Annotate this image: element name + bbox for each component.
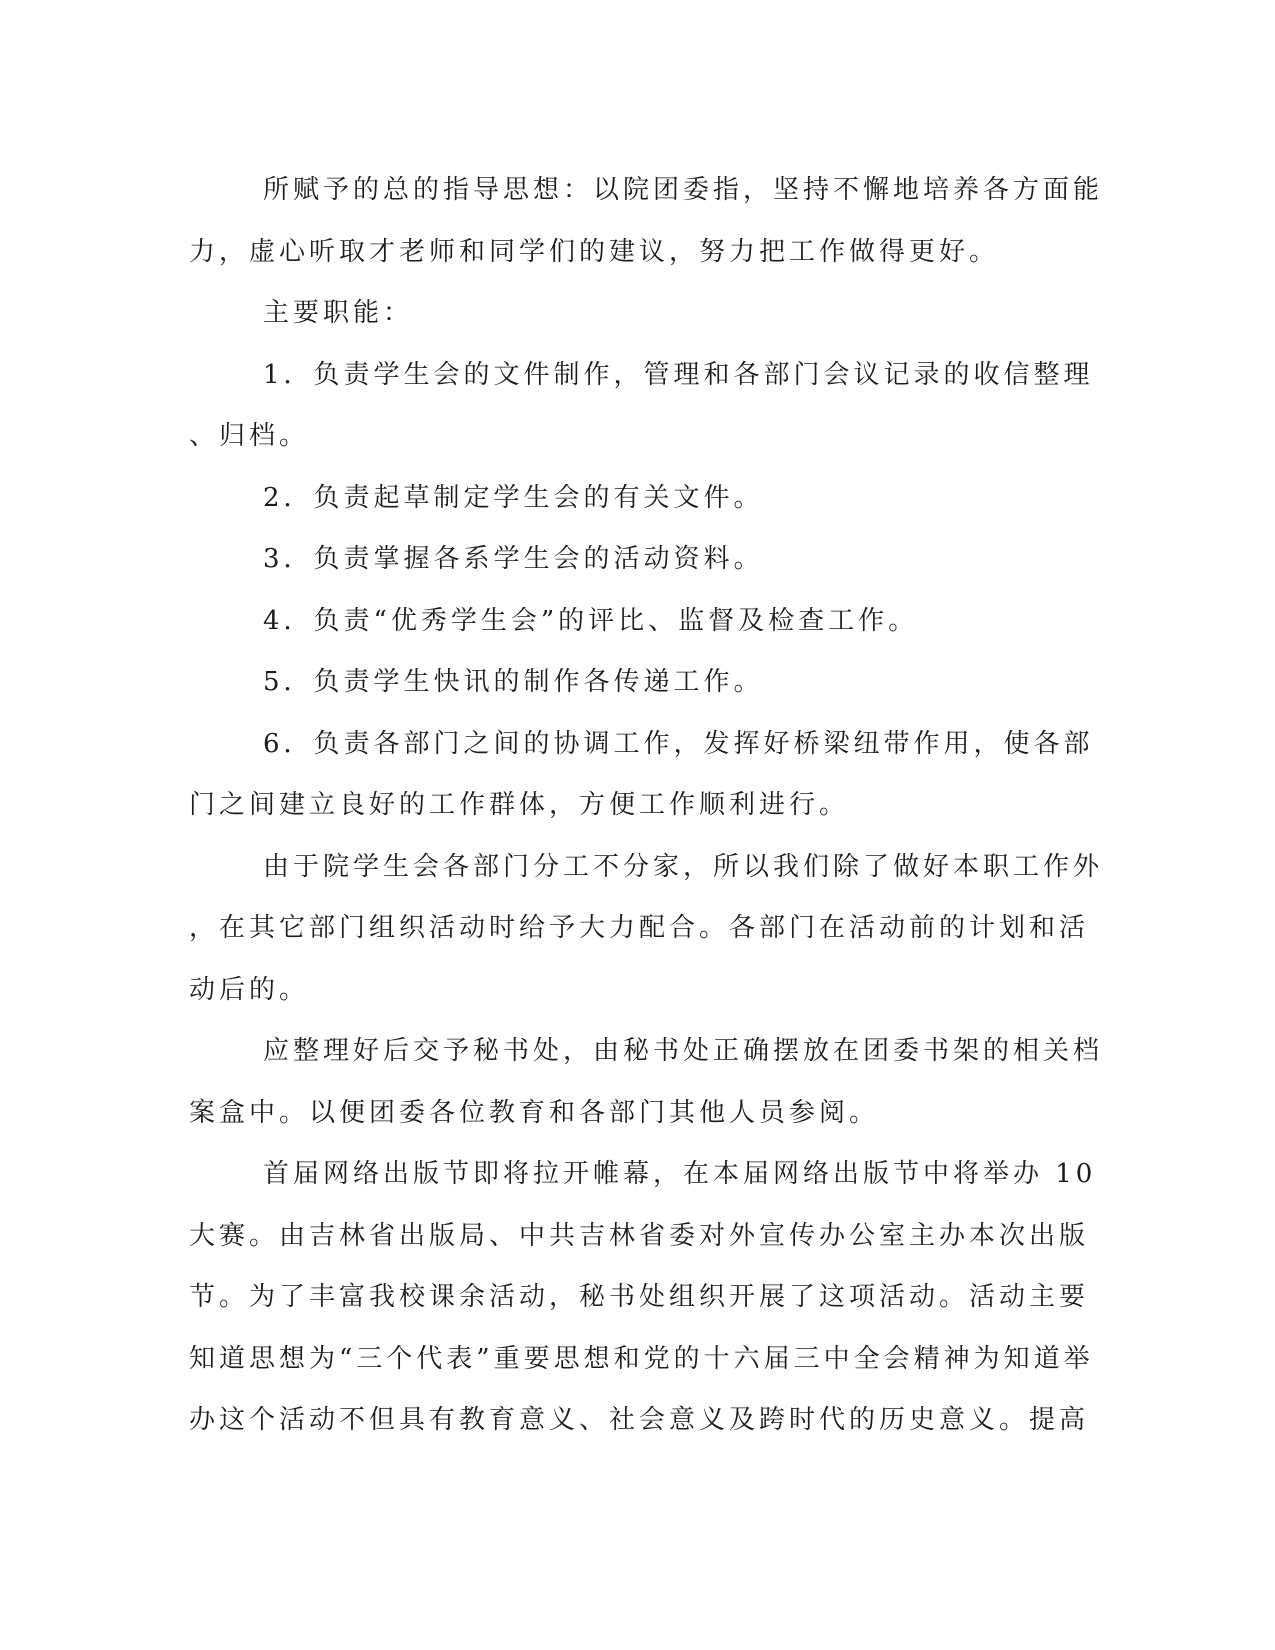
list-item: 4．负责“优秀学生会”的评比、监督及检查工作。	[263, 605, 919, 636]
text-line: 由于院学生会各部门分工不分家，所以我们除了做好本职工作外	[263, 851, 1104, 882]
text-line: 、归档。	[189, 421, 310, 451]
list-item: 3．负责掌握各系学生会的活动资料。	[263, 544, 764, 574]
list-item: 2．负责起草制定学生会的有关文件。	[263, 482, 764, 513]
list-item: 1．负责学生会的文件制作，管理和各部门会议记录的收信整理	[263, 359, 1094, 390]
text-line: ，在其它部门组织活动时给予大力配合。各部门在活动前的计划和活	[189, 913, 1090, 943]
text-line: 门之间建立良好的工作群体，方便工作顺利进行。	[189, 790, 850, 820]
text-line: 首届网络出版节即将拉开帷幕，在本届网络出版节中将举办 10	[263, 1159, 1097, 1189]
section-heading: 主要职能：	[263, 298, 414, 328]
text-line: 所赋予的总的指导思想：以院团委指，坚持不懈地培养各方面能	[263, 175, 1104, 205]
text-line: 节。为了丰富我校课余活动，秘书处组织开展了这项活动。活动主要	[189, 1282, 1090, 1312]
text-line: 案盒中。以便团委各位教育和各部门其他人员参阅。	[189, 1097, 880, 1128]
text-line: 知道思想为“三个代表”重要思想和党的十六届三中全会精神为知道举	[189, 1343, 1094, 1374]
document-body	[189, 160, 1104, 1452]
text-line: 办这个活动不但具有教育意义、社会意义及跨时代的历史意义。提高	[189, 1405, 1090, 1435]
list-item: 5．负责学生快讯的制作各传递工作。	[263, 667, 764, 697]
list-item: 6．负责各部门之间的协调工作，发挥好桥梁纽带作用，使各部	[263, 728, 1094, 759]
text-line: 大赛。由吉林省出版局、中共吉林省委对外宣传办公室主办本次出版	[189, 1220, 1090, 1251]
text-line: 力，虚心听取才老师和同学们的建议，努力把工作做得更好。	[189, 236, 1000, 267]
text-line: 动后的。	[189, 974, 310, 1005]
text-line: 应整理好后交予秘书处，由秘书处正确摆放在团委书架的相关档	[263, 1036, 1104, 1066]
